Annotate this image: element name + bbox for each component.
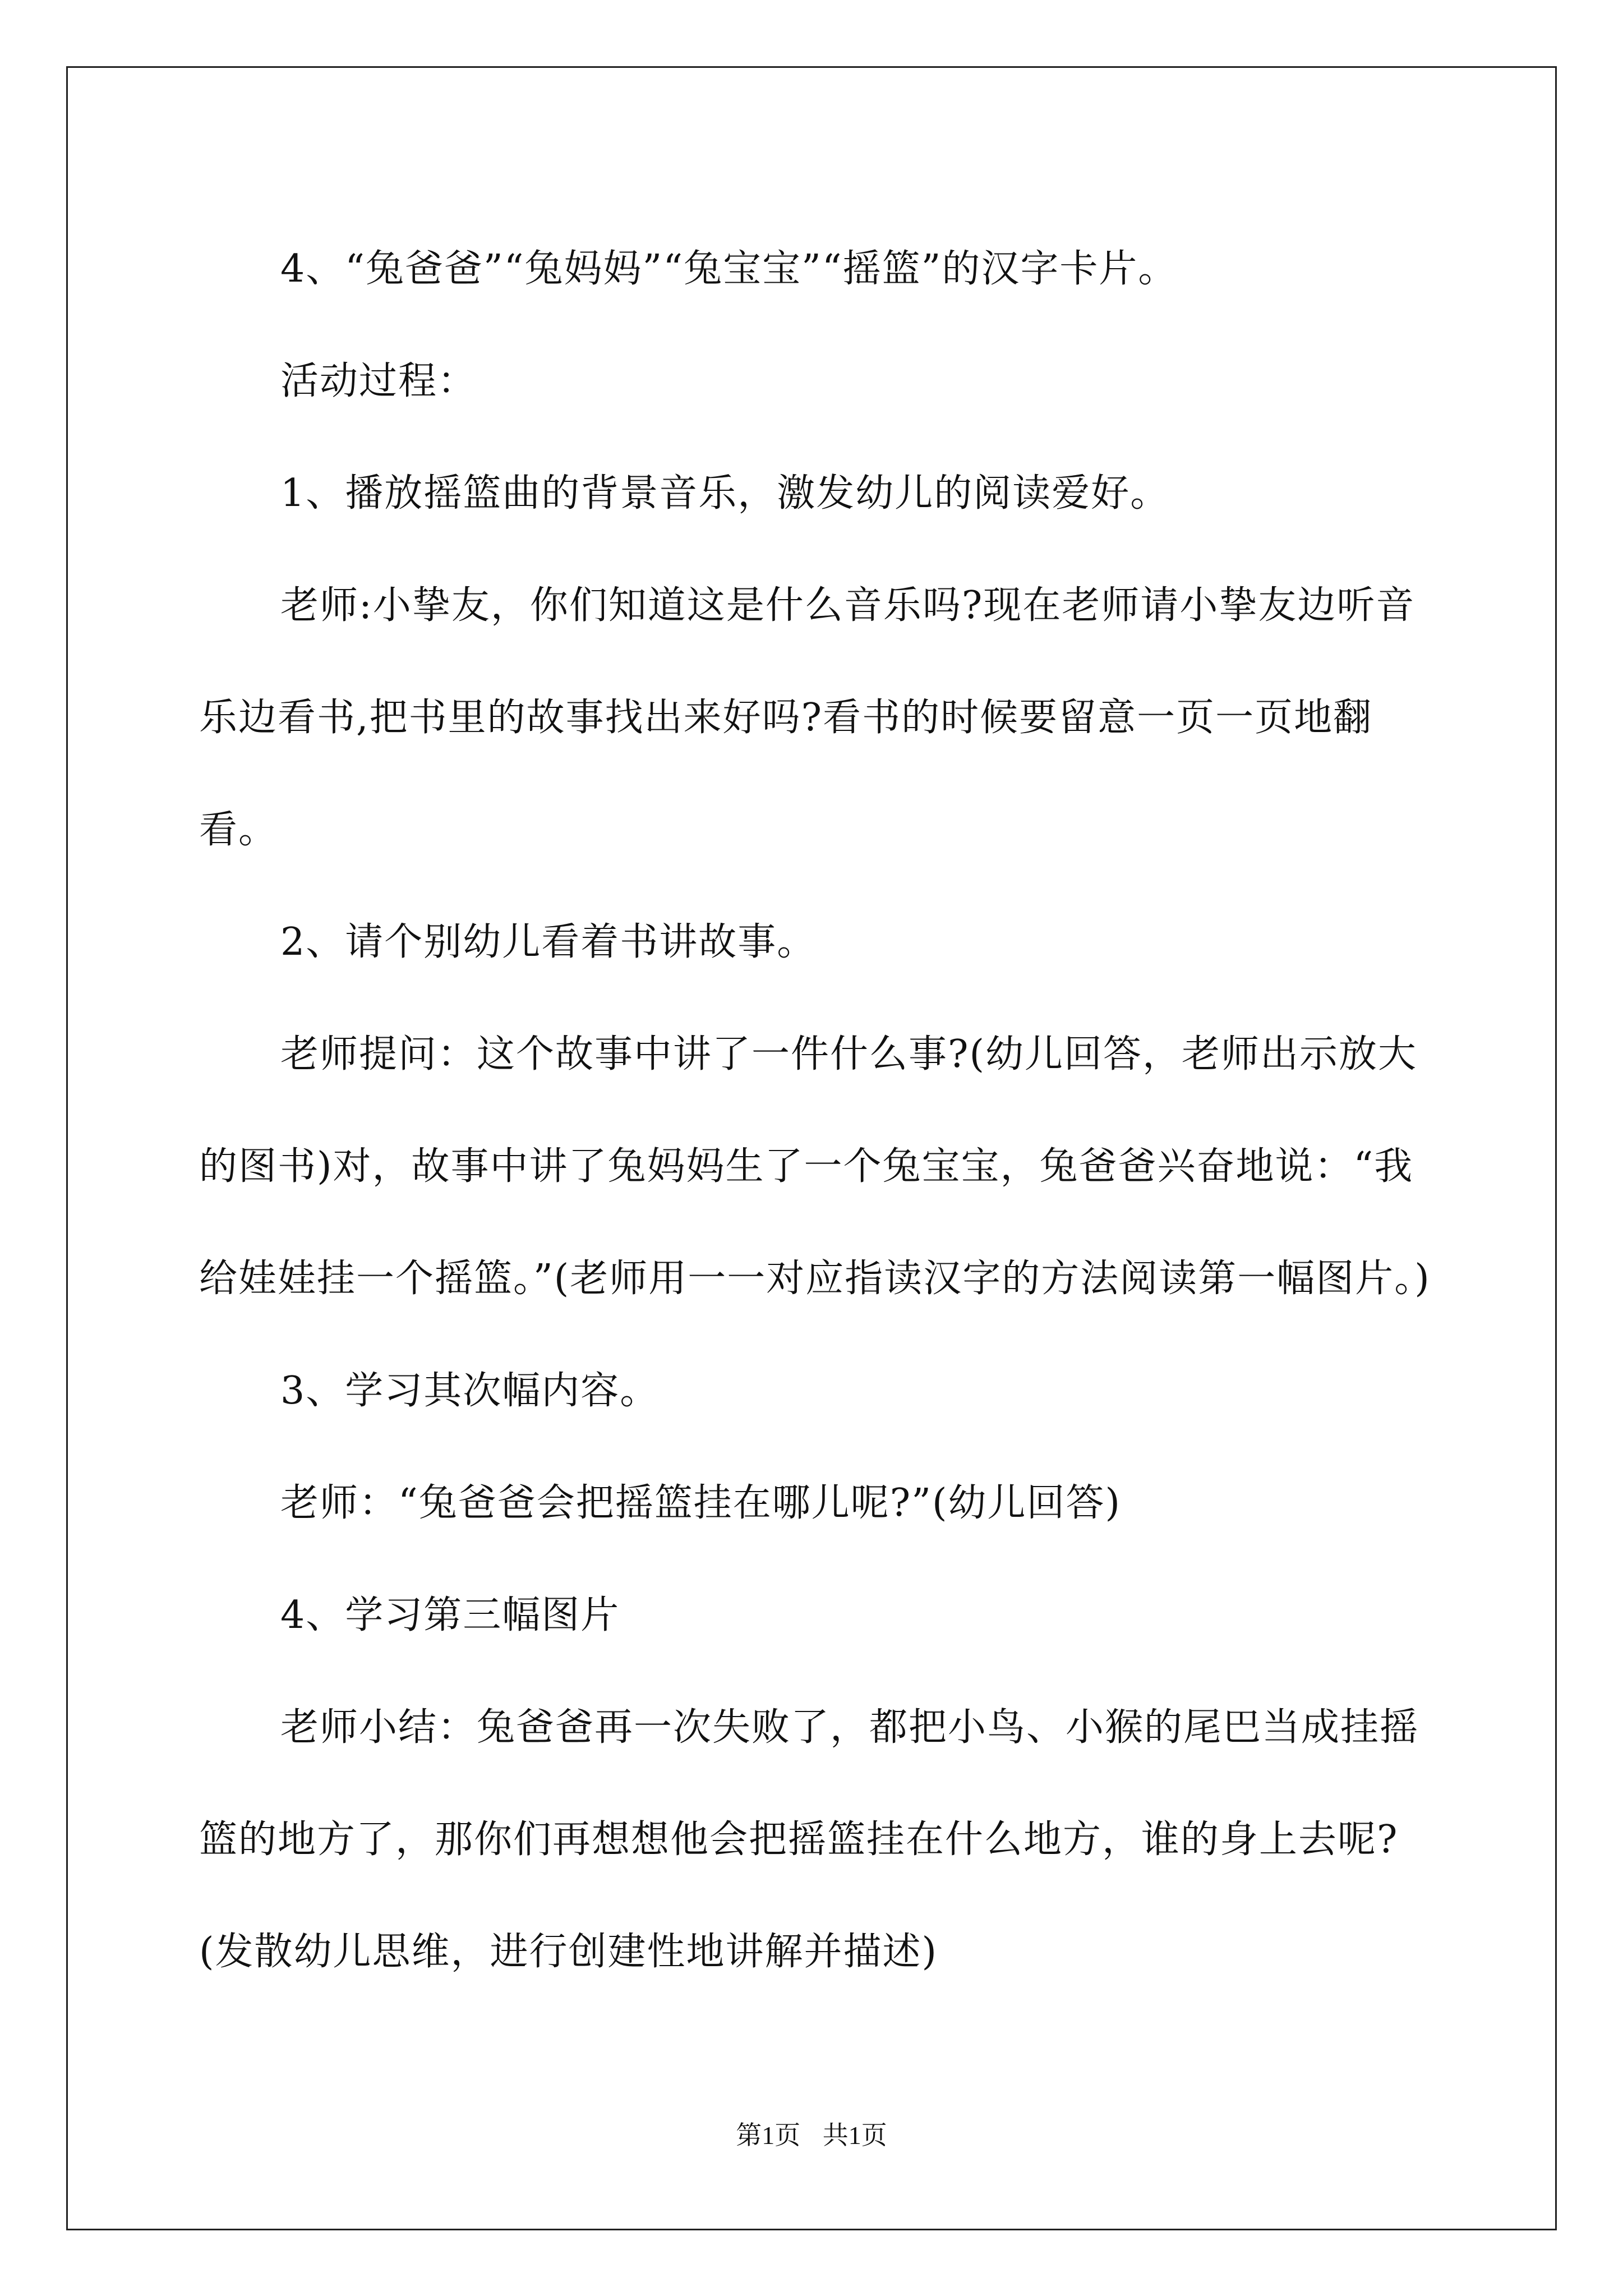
page-total: 共1页 (822, 2121, 887, 2150)
paragraph-step-4: 4、学习第三幅图片 (280, 1593, 620, 1637)
paragraph-teacher-summary: 老师小结：兔爸爸再一次失败了，都把小鸟、小猴的尾巴当成挂摇篮的地方了，那你们再想想他会把摇篮挂在什么地方，谁的身上去呢?(发散幼儿思维，进行创建性地讲解并描述) (199, 1705, 1419, 1974)
document-body (199, 213, 1433, 2008)
paragraph-step-3: 3、学习其次幅内容。 (280, 1369, 660, 1413)
paragraph-step-2: 2、请个别幼儿看着书讲故事。 (280, 920, 817, 964)
paragraph-teacher-speech-2: 老师：“兔爸爸会把摇篮挂在哪儿呢?”(幼儿回答) (280, 1481, 1122, 1525)
paragraph-teacher-question: 老师提问：这个故事中讲了一件什么事?(幼儿回答，老师出示放大的图书)对，故事中讲了兔妈妈生了一个兔宝宝，兔爸爸兴奋地说：“我给娃娃挂一个摇篮。”(老师用一一对应指读汉字的方法阅读第一幅图片。) (199, 1032, 1431, 1301)
paragraph-materials-item-4: 4、“兔爸爸”“兔妈妈”“兔宝宝”“摇篮”的汉字卡片。 (280, 247, 1178, 291)
paragraph-teacher-speech-1: 老师:小挚友，你们知道这是什么音乐吗?现在老师请小挚友边听音乐边看书,把书里的故事找出来好吗?看书的时候要留意一页一页地翻看。 (199, 583, 1415, 852)
page-footer (0, 2115, 1623, 2152)
paragraph-activity-process-heading: 活动过程： (280, 359, 477, 403)
paragraph-step-1: 1、播放摇篮曲的背景音乐，激发幼儿的阅读爱好。 (280, 471, 1170, 516)
page-number: 第1页 (736, 2121, 801, 2150)
